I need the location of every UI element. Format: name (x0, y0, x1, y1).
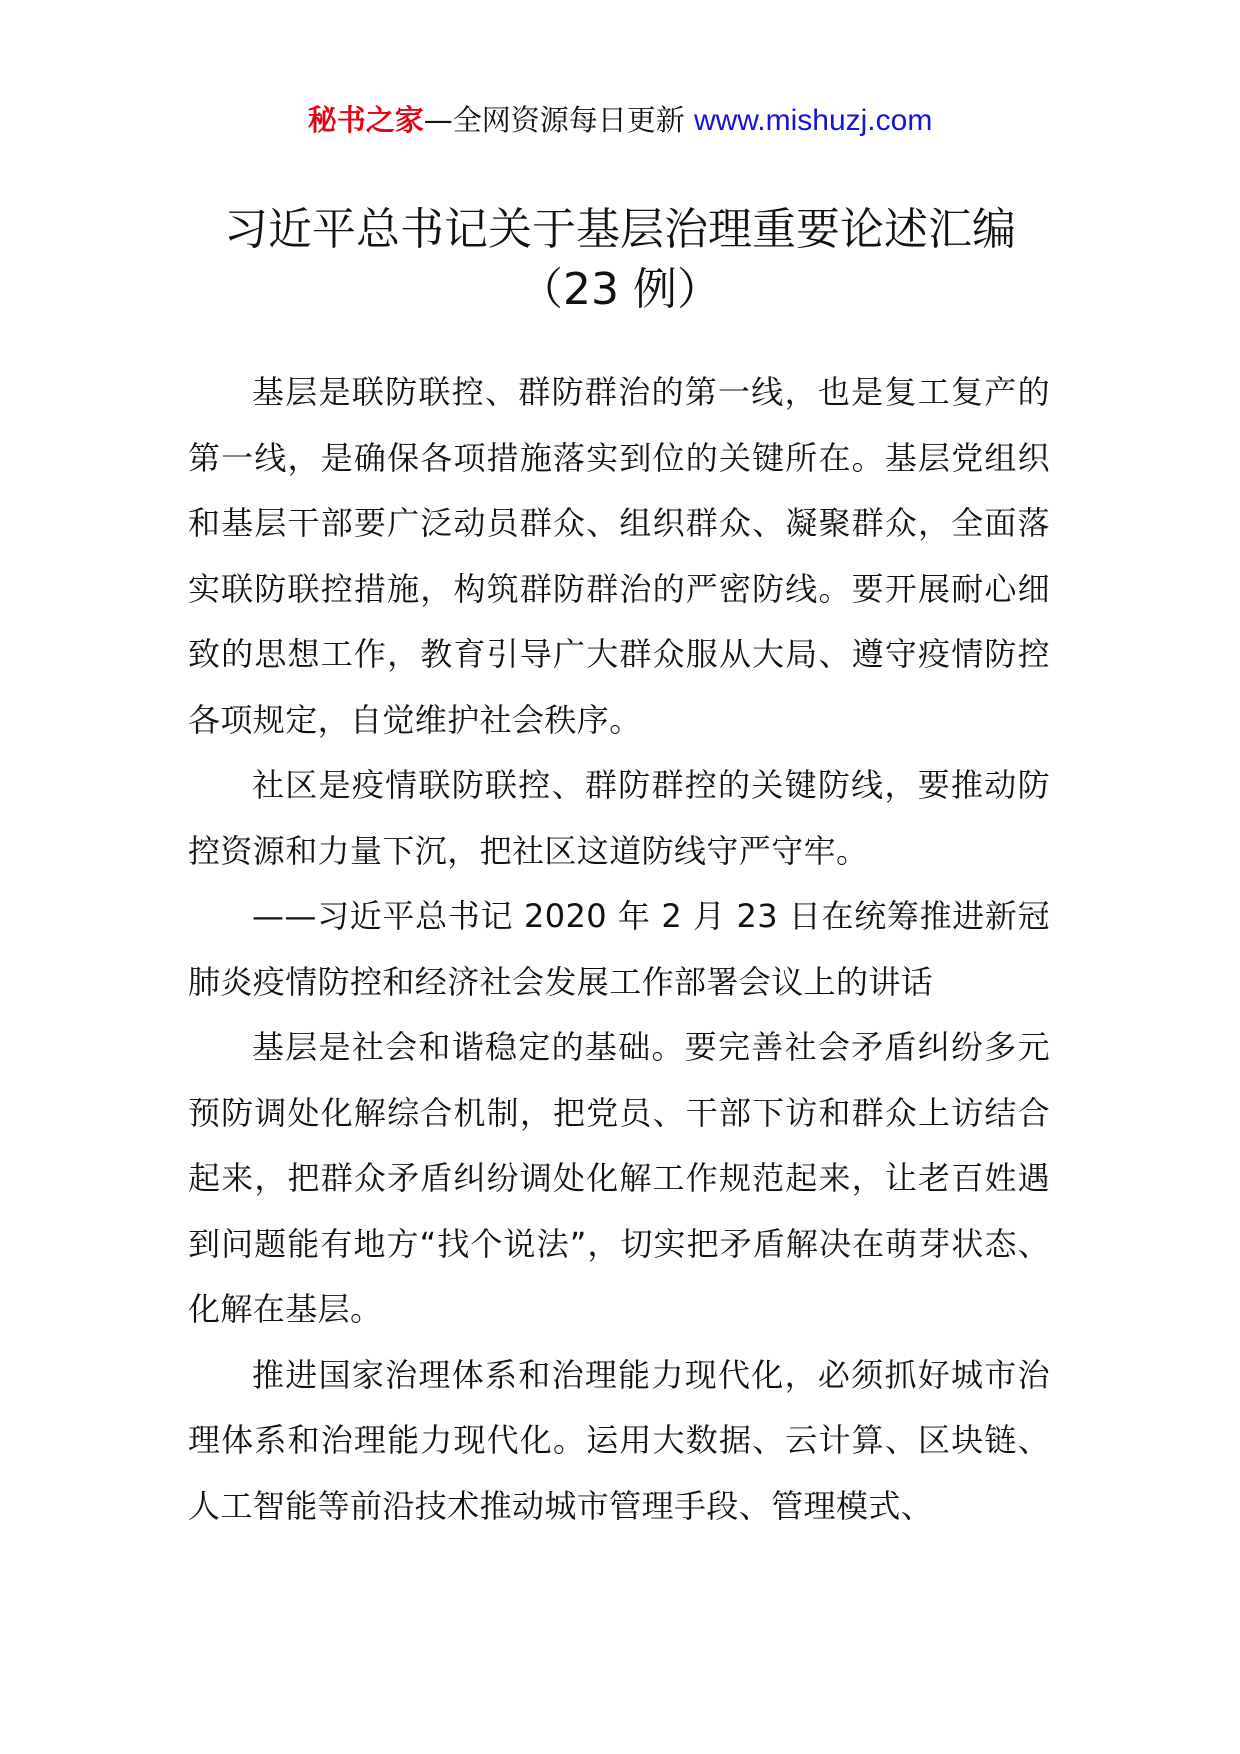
document-title (0, 200, 1240, 320)
title-line-2: （23 例） (519, 264, 721, 315)
body-paragraph-1: 基层是联防联控、群防群治的第一线，也是复工复产的第一线，是确保各项措施落实到位的关键所在。基层党组织和基层干部要广泛动员群众、组织群众、凝聚群众，全面落实联防联控措施，构筑群防群治的严密防线。要开展耐心细致的思想工作，教育引导广大群众服从大局、遵守疫情防控各项规定，自觉维护社会秩序。 (188, 373, 1050, 739)
title-line-1: 习近平总书记关于基层治理重要论述汇编 (224, 204, 1016, 255)
body-paragraph-4: 推进国家治理体系和治理能力现代化，必须抓好城市治理体系和治理能力现代化。运用大数据、云计算、区块链、人工智能等前沿技术推动城市管理手段、管理模式、 (188, 1355, 1050, 1525)
site-url-link[interactable]: www.mishuzj.com (693, 104, 933, 137)
brand-name: 秘书之家 (307, 103, 424, 137)
body-paragraph-3: 基层是社会和谐稳定的基础。要完善社会矛盾纠纷多元预防调处化解综合机制，把党员、干部下访和群众上访结合起来，把群众矛盾纠纷调处化解工作规范起来，让老百姓遇到问题能有地方“找个说法”，切实把矛盾解决在萌芽状态、化解在基层。 (188, 1028, 1050, 1328)
document-body (188, 360, 1050, 1539)
source-citation: ——习近平总书记 2020 年 2 月 23 日在统筹推进新冠肺炎疫情防控和经济社会发展工作部署会议上的讲话 (188, 897, 1050, 1001)
body-paragraph-2: 社区是疫情联防联控、群防群控的关键防线，要推动防控资源和力量下沉，把社区这道防线守严守牢。 (188, 766, 1050, 870)
header-slogan: —全网资源每日更新 (423, 103, 685, 137)
site-header (0, 100, 1240, 141)
